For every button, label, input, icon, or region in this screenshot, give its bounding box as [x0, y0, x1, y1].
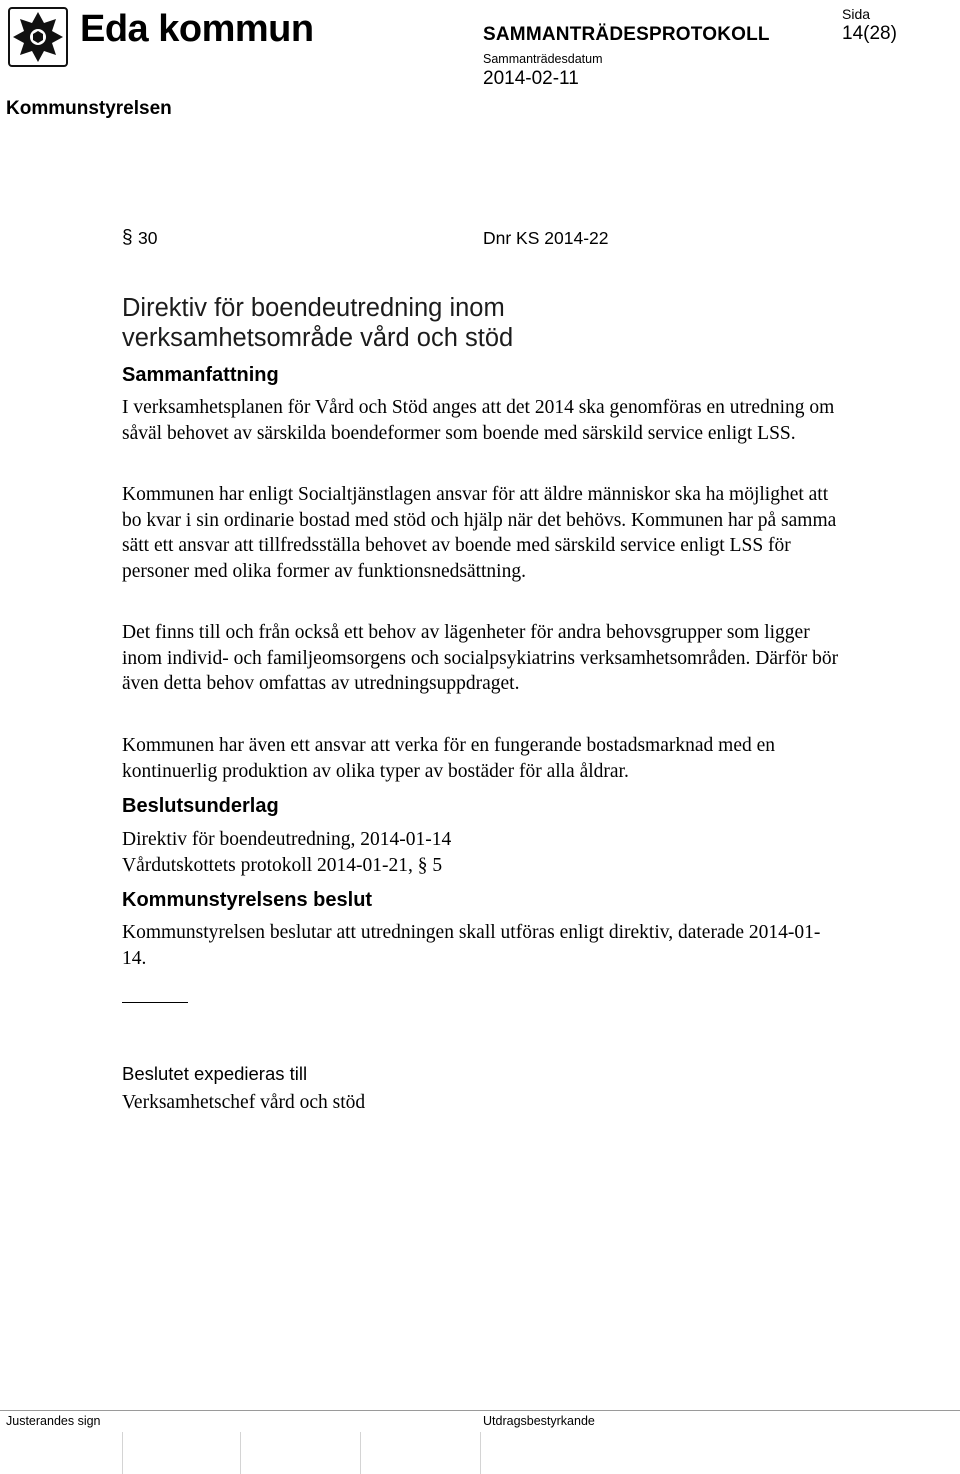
- unit-name: Kommunstyrelsen: [6, 98, 172, 119]
- item-title: [122, 293, 513, 353]
- signature-box-divider: [122, 1432, 123, 1474]
- meeting-date: 2014-02-11: [483, 68, 579, 89]
- summary-heading: Sammanfattning: [122, 364, 279, 386]
- utdragsbestyrkande-label: Utdragsbestyrkande: [483, 1414, 595, 1428]
- eda-kommun-logo: [8, 6, 78, 68]
- summary-paragraph: I verksamhetsplanen för Vård och Stöd anges att det 2014 ska genomföras en utredning om såväl behovet av särskilda boendeformer som boende med särskild service enligt LSS.: [122, 397, 835, 444]
- diary-number: Dnr KS 2014-22: [483, 228, 609, 248]
- summary-paragraph: Kommunen har även ett ansvar att verka för en fungerande bostadsmarknad med en kontinuerlig produktion av olika typer av bostäder för alla åldrar.: [122, 735, 776, 782]
- signature-footer: [0, 1410, 960, 1474]
- page-number: 14(28): [842, 23, 897, 44]
- logo-wordmark: Eda kommun: [80, 8, 314, 50]
- signature-box-divider: [240, 1432, 241, 1474]
- signature-box-divider: [480, 1432, 481, 1474]
- decision-heading: Kommunstyrelsens beslut: [122, 889, 373, 911]
- summary-paragraph: Det finns till och från också ett behov av lägenheter för andra behovsgrupper som ligger inom individ- och familjeomsorgens och socialpsykiatrins verksamhetsområden. Därför bör även detta behov omfattas av utredningsuppdraget.: [122, 622, 839, 695]
- protocol-title: SAMMANTRÄDESPROTOKOLL: [483, 24, 770, 45]
- dispatch-recipient: Verksamhetschef vård och stöd: [122, 1092, 366, 1113]
- paragraph-mark: §: [122, 227, 133, 248]
- decision-text: Kommunstyrelsen beslutar att utredningen skall utföras enligt direktiv, daterade 2014-01-14.: [122, 922, 821, 969]
- page-label: Sida: [842, 6, 871, 22]
- signature-box-divider: [360, 1432, 361, 1474]
- basis-heading: Beslutsunderlag: [122, 795, 279, 817]
- basis-item: Direktiv för boendeutredning, 2014-01-14: [122, 829, 452, 850]
- separator-rule: [122, 1002, 188, 1003]
- item-title-line: Direktiv för boendeutredning inom: [122, 294, 505, 322]
- footer-rule: [0, 1410, 960, 1411]
- justerandes-sign-label: Justerandes sign: [6, 1414, 101, 1428]
- basis-item: Vårdutskottets protokoll 2014-01-21, § 5: [122, 855, 443, 876]
- summary-paragraph: Kommunen har enligt Socialtjänstlagen ansvar för att äldre människor ska ha möjlighet att bo kvar i sin ordinarie bostad med stöd och hjälp när det behövs. Kommunen har på samma sätt ett ansvar att tillfredsställa behovet av boende med särskild service enligt LSS för personer med olika former av funktionsnedsättning.: [122, 484, 837, 582]
- paragraph-number: 30: [138, 228, 158, 248]
- item-title-line: verksamhetsområde vård och stöd: [122, 324, 514, 352]
- dispatch-label: Beslutet expedieras till: [122, 1063, 308, 1084]
- date-label: Sammanträdesdatum: [483, 52, 603, 66]
